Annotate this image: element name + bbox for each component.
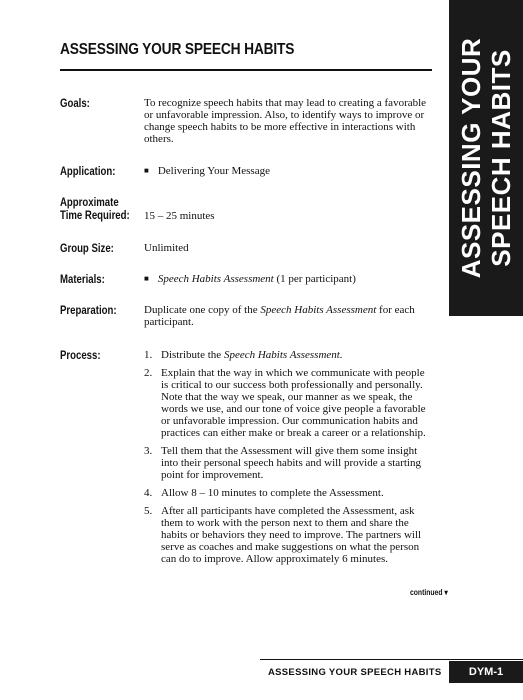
materials-item-note: (1 per participant) — [273, 273, 356, 285]
preparation-text-before: Duplicate one copy of the — [144, 304, 261, 316]
process-step — [144, 487, 434, 499]
process-step-number: 2. — [144, 367, 153, 379]
group-size-label: Group Size: — [60, 241, 114, 255]
process-step-text: Tell them that the Assessment will give them some insight into their personal speech habits and will provide a starting point for improvement. — [161, 445, 421, 481]
process-step-text: After all participants have completed the Assessment, ask them to work with the person next to them and share the habits or behaviors they need to improve. The partners will serve as coaches and make suggestions on what the person can do to improve. Allow approximately 6 minutes. — [161, 505, 422, 565]
materials-label: Materials: — [60, 272, 105, 286]
process-step-text: Distribute the — [161, 349, 224, 361]
process-step-text: Allow 8 – 10 minutes to complete the Assessment. — [161, 487, 384, 499]
time-required-text: 15 – 25 minutes — [144, 210, 215, 222]
process-step — [144, 367, 434, 439]
continued-label: continued ▾ — [410, 588, 448, 597]
application-label: Application: — [60, 164, 116, 178]
process-step — [144, 505, 434, 565]
application-item-text: Delivering Your Message — [157, 165, 270, 177]
footer-title: ASSESSING YOUR SPEECH HABITS — [268, 667, 442, 678]
process-step — [144, 445, 434, 481]
materials-item-title: Speech Habits Assessment — [157, 273, 274, 285]
application-item — [144, 165, 434, 178]
side-tab-line2: SPEECH HABITS — [486, 49, 516, 267]
process-step-number: 5. — [144, 505, 153, 517]
side-tab-text — [456, 38, 516, 279]
goals-text: To recognize speech habits that may lead to creating a favorable or unfavorable impression. Also, to identify ways to improve or change speech habits to be more effective in interactions with others. — [144, 97, 427, 145]
process-step-number: 1. — [144, 349, 153, 361]
preparation-text-after: for each participant. — [144, 304, 415, 328]
goals-label: Goals: — [60, 96, 90, 110]
footer-page-code: DYM-1 — [449, 661, 523, 683]
time-required-label — [60, 195, 130, 222]
process-step-number: 4. — [144, 487, 153, 499]
footer-rule — [260, 659, 523, 660]
process-label: Process: — [60, 348, 101, 362]
process-step-number: 3. — [144, 445, 153, 457]
process-step-text: Explain that the way in which we communicate with people is critical to our success both professionally and personally. Note that the way we speak, our manner as we speak, the words we use, and our tone of voice give people a favorable or unfavorable impression. Our communication habits and practices can either make or break a career or a relationship. — [161, 367, 426, 439]
process-step — [144, 349, 434, 361]
materials-item — [144, 273, 434, 286]
process-step-italic: Speech Habits Assessment. — [223, 349, 343, 361]
preparation-label: Preparation: — [60, 303, 117, 317]
preparation-text-italic: Speech Habits Assessment — [260, 304, 377, 316]
group-size-text: Unlimited — [144, 242, 189, 254]
process-steps — [144, 349, 434, 571]
side-tab-line1: ASSESSING YOUR — [456, 37, 486, 279]
preparation-text — [144, 304, 434, 328]
time-required-label-line2: Time Required: — [60, 208, 130, 222]
time-required-label-line1: Approximate — [60, 195, 119, 209]
page-title: ASSESSING YOUR SPEECH HABITS — [60, 41, 295, 58]
title-rule — [60, 69, 432, 71]
